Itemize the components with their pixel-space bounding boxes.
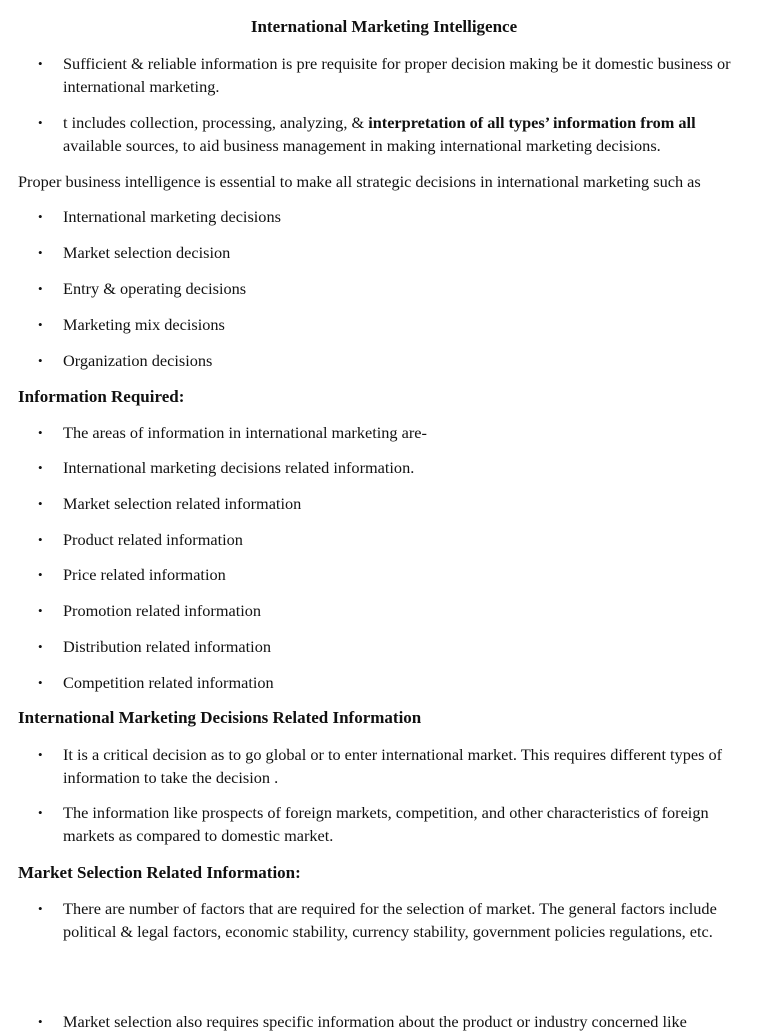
list-item-text: Promotion related information (63, 601, 262, 620)
bullet-icon: • (38, 567, 43, 582)
bullet-icon: • (38, 496, 43, 511)
bullet-icon: • (38, 901, 43, 916)
bold-text-run: interpretation of all types’ information from all (368, 113, 696, 132)
bullet-icon: • (38, 675, 43, 690)
list-item-text (63, 111, 758, 157)
bullet-icon: • (38, 639, 43, 654)
bullet-icon: • (38, 209, 43, 224)
list-item-text: There are number of factors that are required for the selection of market. The general factors include political & legal factors, economic stability, currency stability, government policies regulations, etc. (63, 899, 717, 941)
text-run: available sources, to aid business management in making international marketing decisions. (63, 136, 661, 155)
list-item-text: Market selection related information (63, 494, 302, 513)
page-title: International Marketing Intelligence (250, 17, 518, 36)
list-item-text: Market selection decision (63, 243, 231, 262)
text-run: t includes collection, processing, analyzing, & (63, 113, 369, 132)
bullet-icon: • (38, 603, 43, 618)
bullet-icon: • (38, 425, 43, 440)
list-item-text: Product related information (63, 530, 243, 549)
bullet-icon: • (38, 747, 43, 762)
list-item-text: The areas of information in international marketing are- (63, 423, 427, 442)
list-item-text: Marketing mix decisions (63, 315, 225, 334)
bullet-icon: • (38, 460, 43, 475)
list-item-text: The information like prospects of foreign markets, competition, and other characteristics of foreign markets as compared to domestic market. (63, 803, 709, 845)
list-item-text: International marketing decisions related information. (63, 458, 415, 477)
bullet-icon: • (38, 353, 43, 368)
bullet-icon: • (38, 1014, 43, 1029)
list-item-text: Distribution related information (63, 637, 271, 656)
section-heading-market-selection: Market Selection Related Information: (18, 863, 301, 882)
section-heading-information-required: Information Required: (18, 387, 185, 406)
list-item-text: Organization decisions (63, 351, 213, 370)
bullet-icon: • (38, 281, 43, 296)
list-item-text: Market selection also requires specific information about the product or industry concerned like (63, 1012, 687, 1031)
list-item-text: Competition related information (63, 673, 274, 692)
bullet-icon: • (38, 317, 43, 332)
list-item-text: It is a critical decision as to go global or to enter international market. This requires different types of information to take the decision . (63, 745, 723, 787)
bullet-icon: • (38, 245, 43, 260)
list-item-text: Sufficient & reliable information is pre requisite for proper decision making be it domestic business or international marketing. (63, 54, 731, 96)
bullet-icon: • (38, 532, 43, 547)
bullet-icon: • (38, 56, 43, 71)
bullet-icon: • (38, 115, 43, 130)
list-item-text: Price related information (63, 565, 226, 584)
section-heading-im-decisions: International Marketing Decisions Related Information (18, 708, 422, 727)
bullet-icon: • (38, 805, 43, 820)
list-item-text: International marketing decisions (63, 207, 281, 226)
list-item-text: Entry & operating decisions (63, 279, 247, 298)
intro-paragraph: Proper business intelligence is essential to make all strategic decisions in international marketing such as (18, 172, 701, 191)
